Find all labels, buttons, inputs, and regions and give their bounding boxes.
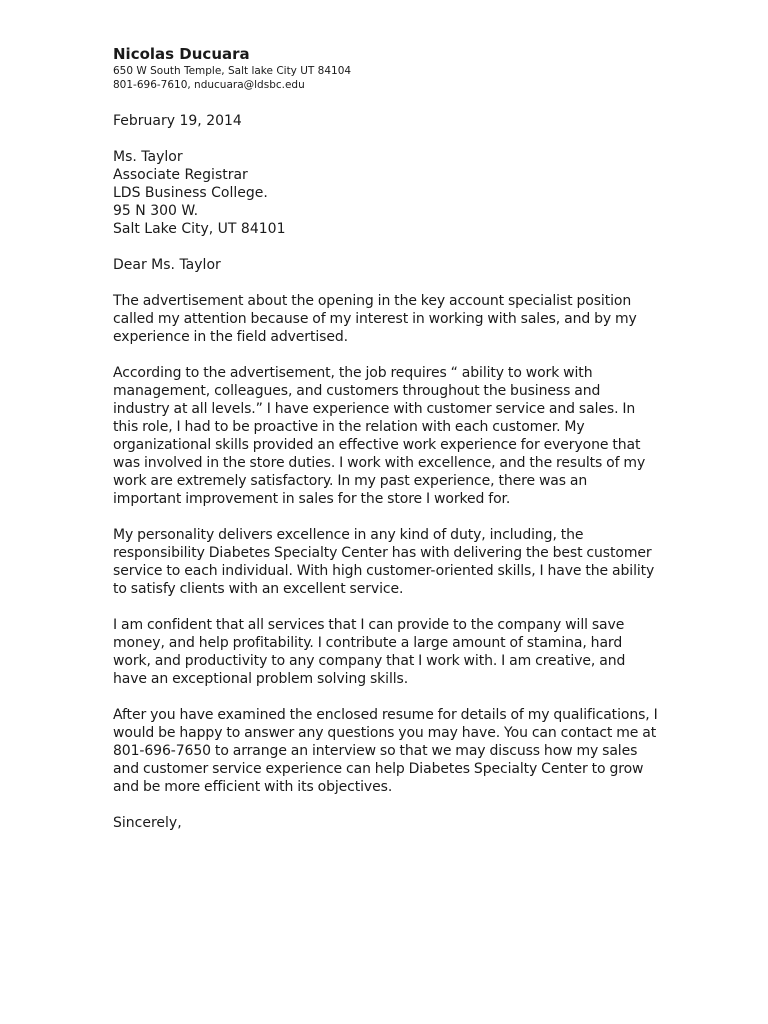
recipient-organization: LDS Business College. [113,185,268,201]
sender-contact: 801-696-7610, nducuara@ldsbc.edu [113,79,305,91]
paragraph-personality: My personality delivers excellence in any kind of duty, including, the responsibility Diabetes Specialty Center has with delivering the best customer service to each individual. With high customer-oriented skills, I have the ability to satisfy clients with an excellent service. [113,527,655,597]
sender-address: 650 W South Temple, Salt lake City UT 84104 [113,65,352,77]
closing: Sincerely, [113,815,182,831]
letter-date: February 19, 2014 [113,113,242,129]
paragraph-closing: After you have examined the enclosed resume for details of my qualifications, I would be happy to answer any questions you may have. You can contact me at 801-696-7650 to arrange an interview so that we may discuss how my sales and customer service experience can help Diabetes Specialty Center to grow and be more efficient with its objectives. [113,707,658,795]
paragraph-confidence: I am confident that all services that I can provide to the company will save money, and help profitability. I contribute a large amount of stamina, hard work, and productivity to any company that I work with. I am creative, and have an exceptional problem solving skills. [113,617,626,687]
recipient-city: Salt Lake City, UT 84101 [113,221,286,237]
paragraph-experience: According to the advertisement, the job requires “ ability to work with management, colleagues, and customers throughout the business and industry at all levels.” I have experience with customer service and sales. In this role, I had to be proactive in the relation with each customer. My organizational skills provided an effective work experience for everyone that was involved in the store duties. I work with excellence, and the results of my work are extremely satisfactory. In my past experience, there was an important improvement in sales for the store I worked for. [113,365,646,507]
sender-name: Nicolas Ducuara [113,45,250,63]
recipient-name: Ms. Taylor [113,149,183,165]
salutation: Dear Ms. Taylor [113,257,221,273]
recipient-title: Associate Registrar [113,167,248,183]
recipient-street: 95 N 300 W. [113,203,199,219]
paragraph-intro: The advertisement about the opening in the key account specialist position called my attention because of my interest in working with sales, and by my experience in the field advertised. [113,293,637,345]
recipient-block [113,148,658,238]
letter-page [113,44,658,832]
